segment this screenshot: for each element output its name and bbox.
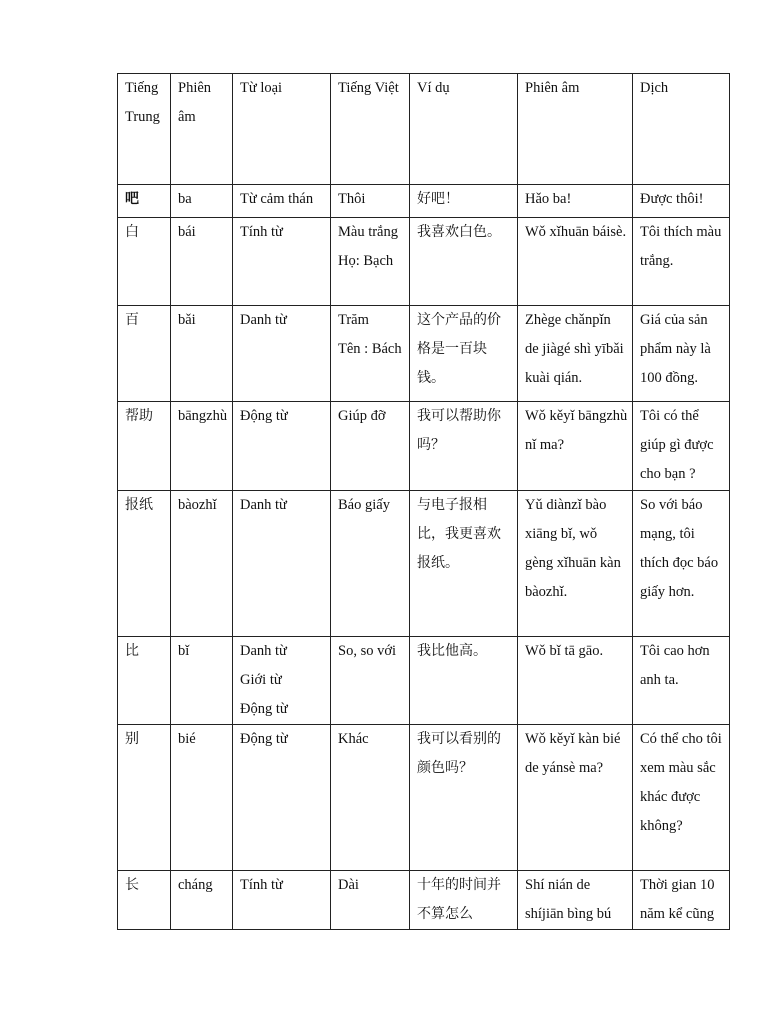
cell-example: 好吧！ [410,185,518,218]
cell-pinyin: ba [171,185,233,218]
header-cell: Tiếng Trung [118,74,171,185]
cell-example-pinyin: Wǒ kěyǐ kàn bié de yánsè ma? [518,725,633,871]
cell-vietnamese: Màu trắng Họ: Bạch [331,218,410,306]
header-cell: Ví dụ [410,74,518,185]
cell-word-type: Động từ [233,725,331,871]
cell-hanzi: 别 [118,725,171,871]
table-header-row [118,74,730,185]
cell-translation: Được thôi! [633,185,730,218]
table-row [118,637,730,725]
header-cell: Tiếng Việt [331,74,410,185]
cell-example-pinyin: Wǒ kěyǐ bāngzhù nǐ ma? [518,402,633,491]
cell-word-type: Tính từ [233,871,331,930]
cell-word-type: Danh từ Giới từ Động từ [233,637,331,725]
cell-example-pinyin: Shí nián de shíjiān bìng bú [518,871,633,930]
cell-vietnamese: So, so với [331,637,410,725]
cell-example: 这个产品的价格是一百块钱。 [410,306,518,402]
header-cell: Phiên âm [171,74,233,185]
cell-pinyin: bǐ [171,637,233,725]
cell-pinyin: bái [171,218,233,306]
cell-vietnamese: Trăm Tên : Bách [331,306,410,402]
cell-translation: Có thể cho tôi xem màu sắc khác được không? [633,725,730,871]
cell-example: 我喜欢白色。 [410,218,518,306]
cell-example-pinyin: Hǎo ba! [518,185,633,218]
cell-hanzi: 帮助 [118,402,171,491]
table-row [118,491,730,637]
cell-example-pinyin: Zhège chǎnpǐn de jiàgé shì yībǎi kuài qián. [518,306,633,402]
cell-example: 十年的时间并不算怎么 [410,871,518,930]
cell-example: 我可以看别的颜色吗？ [410,725,518,871]
cell-vietnamese: Dài [331,871,410,930]
cell-pinyin: bǎi [171,306,233,402]
cell-vietnamese: Thôi [331,185,410,218]
cell-word-type: Động từ [233,402,331,491]
cell-hanzi: 报纸 [118,491,171,637]
header-cell: Phiên âm [518,74,633,185]
cell-vietnamese: Giúp đỡ [331,402,410,491]
cell-translation: Giá của sản phẩm này là 100 đồng. [633,306,730,402]
cell-pinyin: bàozhǐ [171,491,233,637]
cell-translation: Tôi cao hơn anh ta. [633,637,730,725]
table-row [118,218,730,306]
table-row [118,185,730,218]
cell-translation: Tôi có thể giúp gì được cho bạn ? [633,402,730,491]
table-row [118,402,730,491]
cell-hanzi: 白 [118,218,171,306]
vocabulary-table [117,73,730,930]
cell-example-pinyin: Wǒ bǐ tā gāo. [518,637,633,725]
table-row [118,871,730,930]
cell-pinyin: bié [171,725,233,871]
cell-vietnamese: Khác [331,725,410,871]
cell-word-type: Từ cảm thán [233,185,331,218]
table-row [118,725,730,871]
cell-word-type: Danh từ [233,306,331,402]
cell-example: 我可以帮助你吗？ [410,402,518,491]
cell-pinyin: cháng [171,871,233,930]
cell-example-pinyin: Wǒ xǐhuān báisè. [518,218,633,306]
table-row [118,306,730,402]
cell-word-type: Tính từ [233,218,331,306]
cell-translation: Tôi thích màu trắng. [633,218,730,306]
cell-example-pinyin: Yǔ diànzǐ bào xiāng bǐ, wǒ gèng xǐhuān kàn bàozhǐ. [518,491,633,637]
cell-example: 与电子报相比，我更喜欢报纸。 [410,491,518,637]
cell-hanzi: 百 [118,306,171,402]
cell-vietnamese: Báo giấy [331,491,410,637]
cell-translation: So với báo mạng, tôi thích đọc báo giấy hơn. [633,491,730,637]
header-cell: Từ loại [233,74,331,185]
cell-translation: Thời gian 10 năm kể cũng [633,871,730,930]
cell-example: 我比他高。 [410,637,518,725]
cell-hanzi: 吧 [118,185,171,218]
cell-word-type: Danh từ [233,491,331,637]
cell-hanzi: 比 [118,637,171,725]
cell-pinyin: bāngzhù [171,402,233,491]
header-cell: Dịch [633,74,730,185]
cell-hanzi: 长 [118,871,171,930]
